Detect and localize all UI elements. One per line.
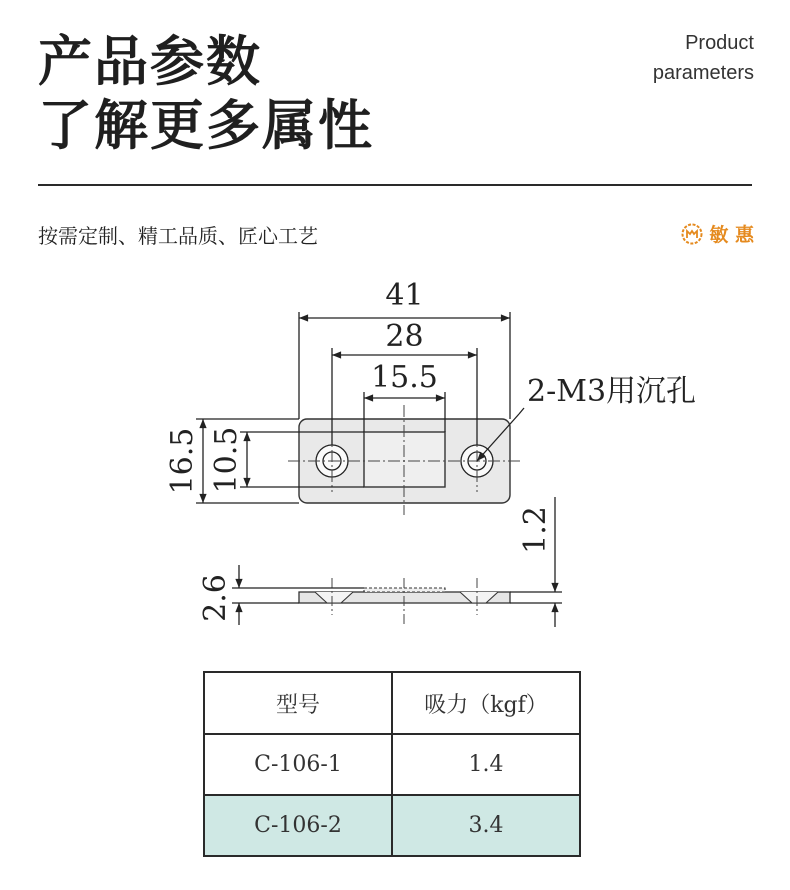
spec-table: [203, 671, 581, 857]
dim-slot-length: 15.5: [371, 360, 438, 395]
table-row: [204, 734, 580, 795]
cell-model: C-106-1: [204, 734, 392, 795]
dim-overall-width: 16.5: [165, 427, 200, 495]
title-line-2: 了解更多属性: [38, 94, 374, 157]
english-title-line-2: parameters: [652, 62, 754, 84]
table-header-row: [204, 672, 580, 734]
cell-model: C-106-2: [204, 795, 392, 856]
cell-force: 1.4: [392, 734, 580, 795]
brand-name: 敏 惠: [709, 224, 754, 246]
cell-force: 3.4: [392, 795, 580, 856]
subtitle: 按需定制、精工品质、匠心工艺: [38, 224, 318, 248]
dim-thickness-total: 2.6: [198, 574, 233, 622]
header-force: 吸力（kgf）: [392, 672, 580, 734]
dim-hole-spacing: 28: [385, 319, 424, 354]
dim-overall-length: 41: [385, 278, 424, 313]
dim-slot-width: 10.5: [209, 426, 244, 494]
dim-thickness-plate: 1.2: [518, 506, 553, 554]
table-row: [204, 795, 580, 856]
english-title-line-1: Product: [685, 32, 754, 54]
header-model: 型号: [204, 672, 392, 734]
title-line-1: 产品参数: [38, 30, 262, 93]
hole-callout: 2-M3用沉孔: [527, 374, 697, 409]
